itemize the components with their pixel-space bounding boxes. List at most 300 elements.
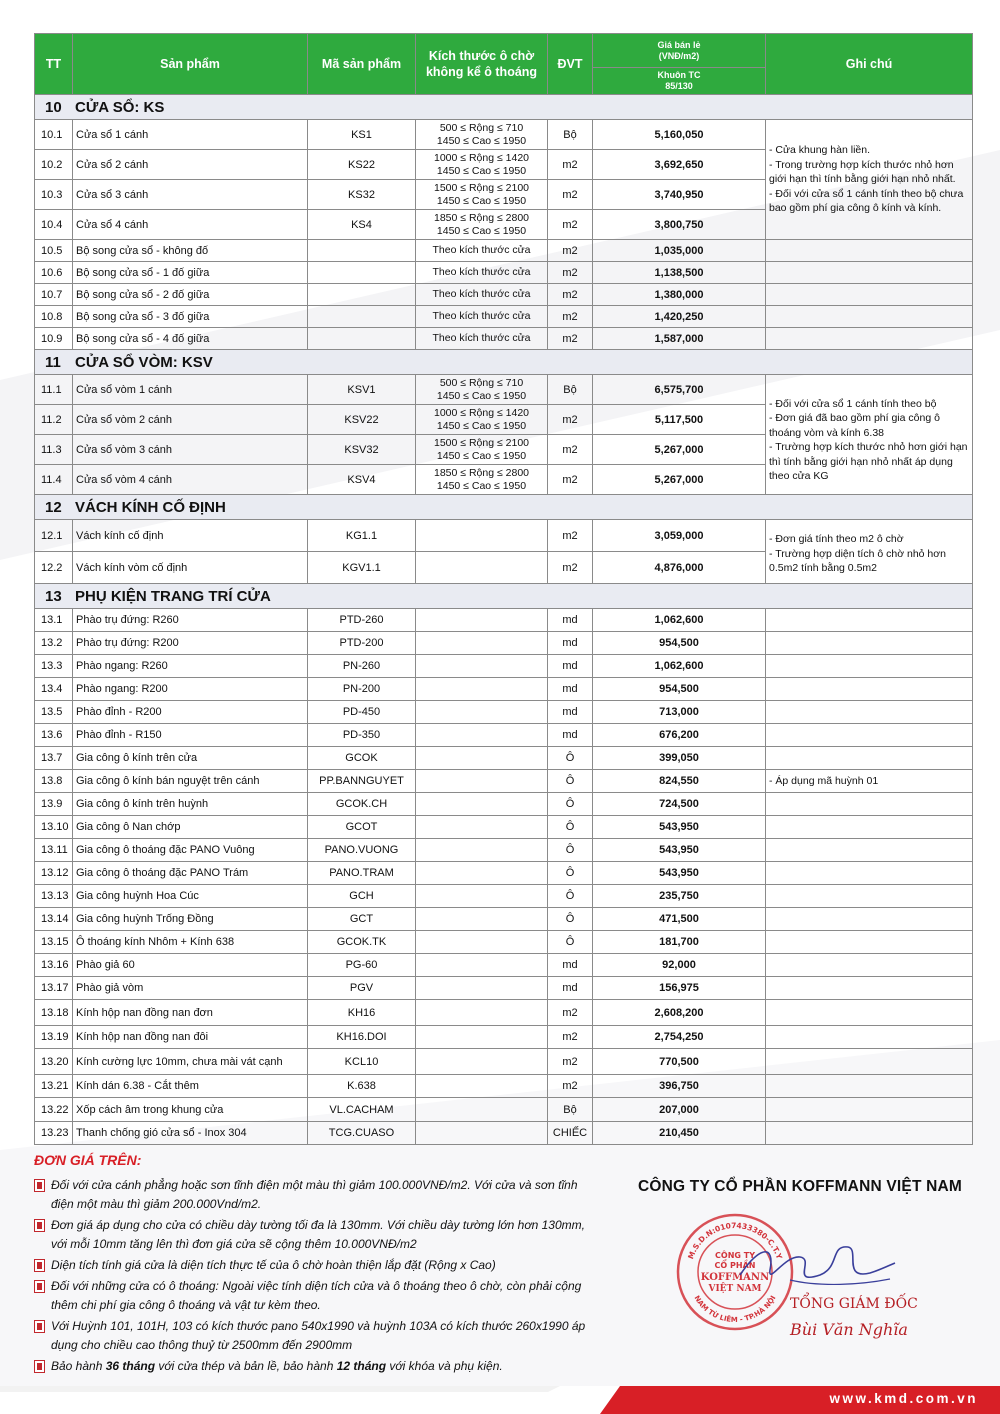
row-price: 1,035,000 bbox=[593, 240, 766, 262]
row-note bbox=[766, 655, 973, 678]
row-note bbox=[766, 678, 973, 701]
row-unit: m2 bbox=[548, 465, 593, 495]
row-note bbox=[766, 977, 973, 1000]
row-dimension: Theo kích thước cửa bbox=[416, 284, 548, 306]
footer-notes bbox=[34, 1152, 594, 1378]
row-price: 1,138,500 bbox=[593, 262, 766, 284]
table-row bbox=[35, 609, 973, 632]
row-price: 1,380,000 bbox=[593, 284, 766, 306]
row-dimension bbox=[416, 435, 548, 465]
row-unit: md bbox=[548, 655, 593, 678]
table-row bbox=[35, 954, 973, 977]
row-unit: m2 bbox=[548, 306, 593, 328]
row-dimension bbox=[416, 210, 548, 240]
row-tt: 13.17 bbox=[35, 977, 73, 1000]
row-product: Cửa sổ 4 cánh bbox=[73, 210, 308, 240]
row-dimension bbox=[416, 405, 548, 435]
row-tt: 13.13 bbox=[35, 885, 73, 908]
stamp-ring-text: M.S.D.N:0107433380-C.T.Y bbox=[686, 1220, 784, 1261]
table-row bbox=[35, 724, 973, 747]
row-code: KS4 bbox=[308, 210, 416, 240]
row-code: KSV22 bbox=[308, 405, 416, 435]
row-product: Phào giả 60 bbox=[73, 954, 308, 977]
row-price: 954,500 bbox=[593, 678, 766, 701]
row-tt: 11.2 bbox=[35, 405, 73, 435]
row-unit: md bbox=[548, 724, 593, 747]
row-dimension bbox=[416, 747, 548, 770]
row-tt: 12.2 bbox=[35, 552, 73, 584]
row-unit: Ô bbox=[548, 839, 593, 862]
dim-width: 1850 ≤ Rộng ≤ 2800 bbox=[433, 466, 529, 479]
row-tt: 13.23 bbox=[35, 1122, 73, 1145]
row-product: Xốp cách âm trong khung cửa bbox=[73, 1098, 308, 1122]
row-price: 1,420,250 bbox=[593, 306, 766, 328]
row-dimension bbox=[416, 862, 548, 885]
row-product: Bộ song cửa sổ - không đố bbox=[73, 240, 308, 262]
row-price: 5,160,050 bbox=[593, 120, 766, 150]
row-tt: 10.1 bbox=[35, 120, 73, 150]
row-unit: Bộ bbox=[548, 1098, 593, 1122]
row-unit: Ô bbox=[548, 908, 593, 931]
row-dimension bbox=[416, 552, 548, 584]
row-note bbox=[766, 609, 973, 632]
row-note bbox=[766, 1122, 973, 1145]
row-product: Phào trụ đứng: R200 bbox=[73, 632, 308, 655]
row-price: 676,200 bbox=[593, 724, 766, 747]
dim-height: 1450 ≤ Cao ≤ 1950 bbox=[436, 194, 527, 207]
row-price: 1,587,000 bbox=[593, 328, 766, 350]
row-product: Kính cường lực 10mm, chưa mài vát cạnh bbox=[73, 1049, 308, 1075]
row-code: PN-260 bbox=[308, 655, 416, 678]
col-code: Mã sản phẩm bbox=[308, 34, 416, 95]
row-product: Kính dán 6.38 - Cắt thêm bbox=[73, 1075, 308, 1098]
row-tt: 11.1 bbox=[35, 375, 73, 405]
row-note bbox=[766, 1075, 973, 1098]
row-unit: m2 bbox=[548, 240, 593, 262]
price-table bbox=[34, 33, 973, 1145]
row-unit: Bộ bbox=[548, 375, 593, 405]
row-code: PN-200 bbox=[308, 678, 416, 701]
row-code: TCG.CUASO bbox=[308, 1122, 416, 1145]
row-product: Phào ngang: R260 bbox=[73, 655, 308, 678]
table-row bbox=[35, 655, 973, 678]
row-dimension: Theo kích thước cửa bbox=[416, 328, 548, 350]
col-product: Sản phẩm bbox=[73, 34, 308, 95]
stamp-line: KOFFMANN bbox=[700, 1272, 770, 1283]
row-price: 235,750 bbox=[593, 885, 766, 908]
row-product: Gia công ô kính trên cửa bbox=[73, 747, 308, 770]
row-note bbox=[766, 1026, 973, 1049]
row-price: 6,575,700 bbox=[593, 375, 766, 405]
dim-width: 500 ≤ Rộng ≤ 710 bbox=[439, 121, 524, 134]
row-dimension bbox=[416, 655, 548, 678]
row-tt: 13.3 bbox=[35, 655, 73, 678]
table-row bbox=[35, 1122, 973, 1145]
row-tt: 13.12 bbox=[35, 862, 73, 885]
row-unit: md bbox=[548, 954, 593, 977]
row-note bbox=[766, 1049, 973, 1075]
table-row bbox=[35, 770, 973, 793]
row-price: 156,975 bbox=[593, 977, 766, 1000]
section-title: CỬA SỔ VÒM: KSV bbox=[75, 353, 213, 371]
row-price: 713,000 bbox=[593, 701, 766, 724]
row-product: Gia công ô thoáng đặc PANO Trám bbox=[73, 862, 308, 885]
row-tt: 13.7 bbox=[35, 747, 73, 770]
col-note: Ghi chú bbox=[766, 34, 973, 95]
footer-note-text: Đối với cửa cánh phẳng hoặc sơn tĩnh điện một màu thì giảm 100.000VNĐ/m2. Với cửa và sơn tĩnh điện một màu thì giảm 200.000Vnd/m2. bbox=[51, 1178, 578, 1211]
footer-note-text: Đối với những cửa có ô thoáng: Ngoài việc tính diện tích cửa và ô thoáng theo ô chờ, còn phải cộng thêm chi phí gia công ô thoáng và vật tư kèm theo. bbox=[51, 1279, 582, 1312]
signature bbox=[730, 1235, 900, 1295]
section-title: PHỤ KIỆN TRANG TRÍ CỬA bbox=[75, 587, 271, 605]
row-note bbox=[766, 262, 973, 284]
row-unit: md bbox=[548, 609, 593, 632]
row-price: 543,950 bbox=[593, 862, 766, 885]
row-price: 1,062,600 bbox=[593, 609, 766, 632]
row-note bbox=[766, 306, 973, 328]
row-product: Bộ song cửa sổ - 2 đố giữa bbox=[73, 284, 308, 306]
dim-height: 1450 ≤ Cao ≤ 1950 bbox=[436, 389, 527, 402]
row-price: 5,267,000 bbox=[593, 435, 766, 465]
row-product: Ô thoáng kính Nhôm + Kính 638 bbox=[73, 931, 308, 954]
row-product: Vách kính vòm cố định bbox=[73, 552, 308, 584]
table-row bbox=[35, 262, 973, 284]
row-tt: 13.11 bbox=[35, 839, 73, 862]
dim-height: 1450 ≤ Cao ≤ 1950 bbox=[436, 479, 527, 492]
row-note bbox=[766, 885, 973, 908]
row-unit: m2 bbox=[548, 150, 593, 180]
row-product: Cửa sổ vòm 1 cánh bbox=[73, 375, 308, 405]
row-product: Bộ song cửa sổ - 1 đố giữa bbox=[73, 262, 308, 284]
row-unit: m2 bbox=[548, 328, 593, 350]
row-unit: md bbox=[548, 678, 593, 701]
row-tt: 13.14 bbox=[35, 908, 73, 931]
warranty-text: với khóa và phụ kiện. bbox=[386, 1359, 503, 1373]
col-price-l1: Giá bán lẻ bbox=[657, 39, 701, 50]
row-tt: 13.8 bbox=[35, 770, 73, 793]
row-unit: m2 bbox=[548, 435, 593, 465]
row-tt: 10.6 bbox=[35, 262, 73, 284]
warranty-text: với cửa thép và bản lề, bảo hành bbox=[155, 1359, 337, 1373]
dim-width: 1000 ≤ Rộng ≤ 1420 bbox=[433, 151, 529, 164]
row-unit: m2 bbox=[548, 1075, 593, 1098]
table-row bbox=[35, 1049, 973, 1075]
footer-note bbox=[34, 1256, 594, 1275]
table-row bbox=[35, 1075, 973, 1098]
row-price: 770,500 bbox=[593, 1049, 766, 1075]
table-row bbox=[35, 931, 973, 954]
col-unit: ĐVT bbox=[548, 34, 593, 95]
table-row bbox=[35, 908, 973, 931]
row-code bbox=[308, 328, 416, 350]
col-frame-l1: Khuôn TC bbox=[657, 70, 701, 80]
row-note bbox=[766, 284, 973, 306]
row-price: 471,500 bbox=[593, 908, 766, 931]
col-price bbox=[593, 34, 766, 68]
row-product: Gia công huỳnh Hoa Cúc bbox=[73, 885, 308, 908]
row-tt: 13.19 bbox=[35, 1026, 73, 1049]
row-price: 724,500 bbox=[593, 793, 766, 816]
row-dimension bbox=[416, 701, 548, 724]
row-code: KSV1 bbox=[308, 375, 416, 405]
row-dimension bbox=[416, 1049, 548, 1075]
row-note bbox=[766, 747, 973, 770]
row-code: PD-350 bbox=[308, 724, 416, 747]
table-row bbox=[35, 284, 973, 306]
row-price: 396,750 bbox=[593, 1075, 766, 1098]
dim-width: 500 ≤ Rộng ≤ 710 bbox=[439, 376, 524, 389]
row-code: KGV1.1 bbox=[308, 552, 416, 584]
row-dimension bbox=[416, 908, 548, 931]
row-code: PANO.VUONG bbox=[308, 839, 416, 862]
row-dimension bbox=[416, 465, 548, 495]
row-dimension: Theo kích thước cửa bbox=[416, 262, 548, 284]
row-dimension: Theo kích thước cửa bbox=[416, 306, 548, 328]
row-price: 3,692,650 bbox=[593, 150, 766, 180]
row-tt: 10.5 bbox=[35, 240, 73, 262]
row-code: GCT bbox=[308, 908, 416, 931]
section-note: - Cửa khung hàn liền. - Trong trường hợp kích thước nhỏ hơn giới hạn thì tính bằng giới hạn nhỏ nhất. - Đối với cửa sổ 1 cánh tính theo bộ chưa bao gồm phí gia công ô kính và kính. bbox=[766, 120, 973, 240]
row-dimension bbox=[416, 885, 548, 908]
row-unit: m2 bbox=[548, 210, 593, 240]
dim-height: 1450 ≤ Cao ≤ 1950 bbox=[436, 419, 527, 432]
section-number: 12 bbox=[45, 498, 62, 516]
warranty-steel: 36 tháng bbox=[105, 1359, 156, 1373]
row-code: VL.CACHAM bbox=[308, 1098, 416, 1122]
row-product: Phào giả vòm bbox=[73, 977, 308, 1000]
row-price: 543,950 bbox=[593, 839, 766, 862]
row-product: Gia công ô kính bán nguyệt trên cánh bbox=[73, 770, 308, 793]
row-tt: 10.7 bbox=[35, 284, 73, 306]
website-url: www.kmd.com.vn bbox=[829, 1391, 978, 1406]
row-product: Bộ song cửa sổ - 3 đố giữa bbox=[73, 306, 308, 328]
row-product: Bộ song cửa sổ - 4 đố giữa bbox=[73, 328, 308, 350]
row-code: K.638 bbox=[308, 1075, 416, 1098]
row-note bbox=[766, 328, 973, 350]
row-price: 954,500 bbox=[593, 632, 766, 655]
table-row bbox=[35, 839, 973, 862]
row-note bbox=[766, 954, 973, 977]
bullet-icon bbox=[34, 1360, 45, 1373]
row-code: GCOK.CH bbox=[308, 793, 416, 816]
table-row bbox=[35, 240, 973, 262]
row-tt: 13.22 bbox=[35, 1098, 73, 1122]
row-note bbox=[766, 701, 973, 724]
section-number: 11 bbox=[45, 353, 61, 371]
row-tt: 13.20 bbox=[35, 1049, 73, 1075]
bullet-icon bbox=[34, 1280, 45, 1293]
section-note: - Đối với cửa sổ 1 cánh tính theo bộ - Đơn giá đã bao gồm phí gia công ô thoáng vòm và kính 6.38 - Trường hợp kích thước nhỏ hơn giới hạn thì tính bằng giới hạn nhỏ nhất áp dụng theo cửa KG bbox=[766, 375, 973, 495]
table-row bbox=[35, 793, 973, 816]
row-code: KG1.1 bbox=[308, 520, 416, 552]
row-unit: CHIẾC bbox=[548, 1122, 593, 1145]
row-unit: md bbox=[548, 632, 593, 655]
row-tt: 13.15 bbox=[35, 931, 73, 954]
table-row bbox=[35, 1098, 973, 1122]
row-dimension bbox=[416, 793, 548, 816]
row-price: 5,117,500 bbox=[593, 405, 766, 435]
row-code: GCOT bbox=[308, 816, 416, 839]
stamp-line: CÔNG TY bbox=[715, 1251, 755, 1260]
dim-width: 1500 ≤ Rộng ≤ 2100 bbox=[433, 181, 529, 194]
col-tt: TT bbox=[35, 34, 73, 95]
director-title: TỔNG GIÁM ĐỐC bbox=[790, 1296, 918, 1312]
row-unit: m2 bbox=[548, 180, 593, 210]
row-dimension bbox=[416, 678, 548, 701]
row-product: Phào trụ đứng: R260 bbox=[73, 609, 308, 632]
row-unit: Ô bbox=[548, 793, 593, 816]
row-code: KSV4 bbox=[308, 465, 416, 495]
row-product: Kính hộp nan đồng nan đôi bbox=[73, 1026, 308, 1049]
row-tt: 13.6 bbox=[35, 724, 73, 747]
dim-height: 1450 ≤ Cao ≤ 1950 bbox=[436, 164, 527, 177]
row-unit: m2 bbox=[548, 1049, 593, 1075]
row-unit: md bbox=[548, 701, 593, 724]
row-tt: 10.4 bbox=[35, 210, 73, 240]
row-unit: m2 bbox=[548, 405, 593, 435]
col-frame-l2: 85/130 bbox=[665, 81, 693, 91]
footer-note-text: Với Huỳnh 101, 101H, 103 có kích thước pano 540x1990 và huỳnh 103A có kích thước 260x1990 áp dụng cho chiều cao thông thuỷ từ 2500mm đến 2900mm bbox=[51, 1319, 586, 1352]
row-code: KS22 bbox=[308, 150, 416, 180]
dim-height: 1450 ≤ Cao ≤ 1950 bbox=[436, 449, 527, 462]
row-dimension bbox=[416, 375, 548, 405]
section-13-rows bbox=[35, 609, 973, 1145]
stamp-line: CỔ PHẦN bbox=[714, 1261, 756, 1270]
section-note: - Đơn giá tính theo m2 ô chờ - Trường hợp diện tích ô chờ nhỏ hơn 0.5m2 tính bằng 0.5m2 bbox=[766, 520, 973, 584]
row-unit: Ô bbox=[548, 931, 593, 954]
row-product: Gia công ô Nan chớp bbox=[73, 816, 308, 839]
row-unit: m2 bbox=[548, 1000, 593, 1026]
footer-note bbox=[34, 1277, 594, 1315]
row-product: Cửa sổ 2 cánh bbox=[73, 150, 308, 180]
row-unit: m2 bbox=[548, 1026, 593, 1049]
row-product: Gia công ô thoáng đặc PANO Vuông bbox=[73, 839, 308, 862]
row-product: Cửa sổ vòm 4 cánh bbox=[73, 465, 308, 495]
row-price: 181,700 bbox=[593, 931, 766, 954]
row-price: 207,000 bbox=[593, 1098, 766, 1122]
table-row bbox=[35, 375, 973, 405]
footer-note-text: Đơn giá áp dụng cho cửa có chiều dày tường tối đa là 130mm. Với chiều dày tường lớn hơn 130mm, với mỗi 10mm tăng lên thì đơn giá cửa sẽ cộng thêm 10.000VNĐ/m2 bbox=[51, 1218, 585, 1251]
price-table-container bbox=[34, 33, 966, 1145]
row-code: KH16.DOI bbox=[308, 1026, 416, 1049]
footer-warranty bbox=[34, 1357, 594, 1376]
bullet-icon bbox=[34, 1259, 45, 1272]
row-tt: 10.9 bbox=[35, 328, 73, 350]
row-code: GCOK.TK bbox=[308, 931, 416, 954]
dim-height: 1450 ≤ Cao ≤ 1950 bbox=[436, 134, 527, 147]
dim-width: 1000 ≤ Rộng ≤ 1420 bbox=[433, 406, 529, 419]
section-row-13 bbox=[35, 584, 973, 609]
table-row bbox=[35, 701, 973, 724]
row-dimension bbox=[416, 839, 548, 862]
row-dimension bbox=[416, 150, 548, 180]
row-note bbox=[766, 793, 973, 816]
footer-note bbox=[34, 1216, 594, 1254]
row-unit: m2 bbox=[548, 284, 593, 306]
row-code bbox=[308, 240, 416, 262]
row-dimension: Theo kích thước cửa bbox=[416, 240, 548, 262]
row-code: KCL10 bbox=[308, 1049, 416, 1075]
row-dimension bbox=[416, 931, 548, 954]
table-row bbox=[35, 328, 973, 350]
row-unit: Ô bbox=[548, 770, 593, 793]
row-dimension bbox=[416, 816, 548, 839]
row-tt: 10.8 bbox=[35, 306, 73, 328]
row-tt: 12.1 bbox=[35, 520, 73, 552]
row-product: Phào ngang: R200 bbox=[73, 678, 308, 701]
row-tt: 11.3 bbox=[35, 435, 73, 465]
row-product: Cửa sổ 1 cánh bbox=[73, 120, 308, 150]
col-frame bbox=[593, 68, 766, 95]
row-code: PTD-200 bbox=[308, 632, 416, 655]
table-row bbox=[35, 520, 973, 552]
table-row bbox=[35, 816, 973, 839]
row-product: Thanh chống gió cửa sổ - Inox 304 bbox=[73, 1122, 308, 1145]
row-tt: 13.16 bbox=[35, 954, 73, 977]
row-code bbox=[308, 284, 416, 306]
row-product: Cửa sổ vòm 2 cánh bbox=[73, 405, 308, 435]
row-note bbox=[766, 1098, 973, 1122]
row-note bbox=[766, 816, 973, 839]
row-unit: m2 bbox=[548, 262, 593, 284]
row-note bbox=[766, 931, 973, 954]
row-code: KH16 bbox=[308, 1000, 416, 1026]
col-dimension-l1: Kích thước ô chờ bbox=[428, 49, 535, 63]
row-tt: 10.3 bbox=[35, 180, 73, 210]
row-dimension bbox=[416, 724, 548, 747]
row-code bbox=[308, 262, 416, 284]
row-code: GCOK bbox=[308, 747, 416, 770]
row-price: 2,754,250 bbox=[593, 1026, 766, 1049]
row-dimension bbox=[416, 954, 548, 977]
row-product: Gia công ô kính trên huỳnh bbox=[73, 793, 308, 816]
row-price: 2,608,200 bbox=[593, 1000, 766, 1026]
stamp-ring-bottom-text: NAM TỪ LIÊM - TP.HÀ NỘI bbox=[692, 1294, 778, 1325]
col-dimension-l2: không kể ô thoáng bbox=[425, 65, 538, 79]
row-tt: 13.2 bbox=[35, 632, 73, 655]
col-price-l2: (VNĐ/m2) bbox=[658, 50, 700, 61]
row-tt: 13.5 bbox=[35, 701, 73, 724]
footer-note bbox=[34, 1317, 594, 1355]
row-unit: Ô bbox=[548, 862, 593, 885]
row-tt: 13.18 bbox=[35, 1000, 73, 1026]
table-row bbox=[35, 1026, 973, 1049]
row-dimension bbox=[416, 1098, 548, 1122]
row-product: Phào đỉnh - R200 bbox=[73, 701, 308, 724]
row-product: Kính hộp nan đồng nan đơn bbox=[73, 1000, 308, 1026]
row-code: PD-450 bbox=[308, 701, 416, 724]
row-unit: Ô bbox=[548, 885, 593, 908]
table-row bbox=[35, 747, 973, 770]
row-dimension bbox=[416, 609, 548, 632]
row-code: KS32 bbox=[308, 180, 416, 210]
row-note bbox=[766, 632, 973, 655]
footer-note-text: Diện tích tính giá cửa là diện tích thực tế của ô chờ hoàn thiện lắp đặt (Rộng x Cao) bbox=[51, 1258, 496, 1272]
row-tt: 13.10 bbox=[35, 816, 73, 839]
row-dimension bbox=[416, 1122, 548, 1145]
row-dimension bbox=[416, 520, 548, 552]
row-dimension bbox=[416, 1000, 548, 1026]
row-dimension bbox=[416, 1026, 548, 1049]
row-code: GCH bbox=[308, 885, 416, 908]
dim-height: 1450 ≤ Cao ≤ 1950 bbox=[436, 224, 527, 237]
row-unit: Ô bbox=[548, 816, 593, 839]
company-name: CÔNG TY CỔ PHẦN KOFFMANN VIỆT NAM bbox=[637, 1178, 963, 1195]
table-row bbox=[35, 120, 973, 150]
row-dimension bbox=[416, 1075, 548, 1098]
table-row bbox=[35, 1000, 973, 1026]
col-dimension bbox=[416, 34, 548, 95]
stamp-line: VIỆT NAM bbox=[708, 1284, 762, 1294]
